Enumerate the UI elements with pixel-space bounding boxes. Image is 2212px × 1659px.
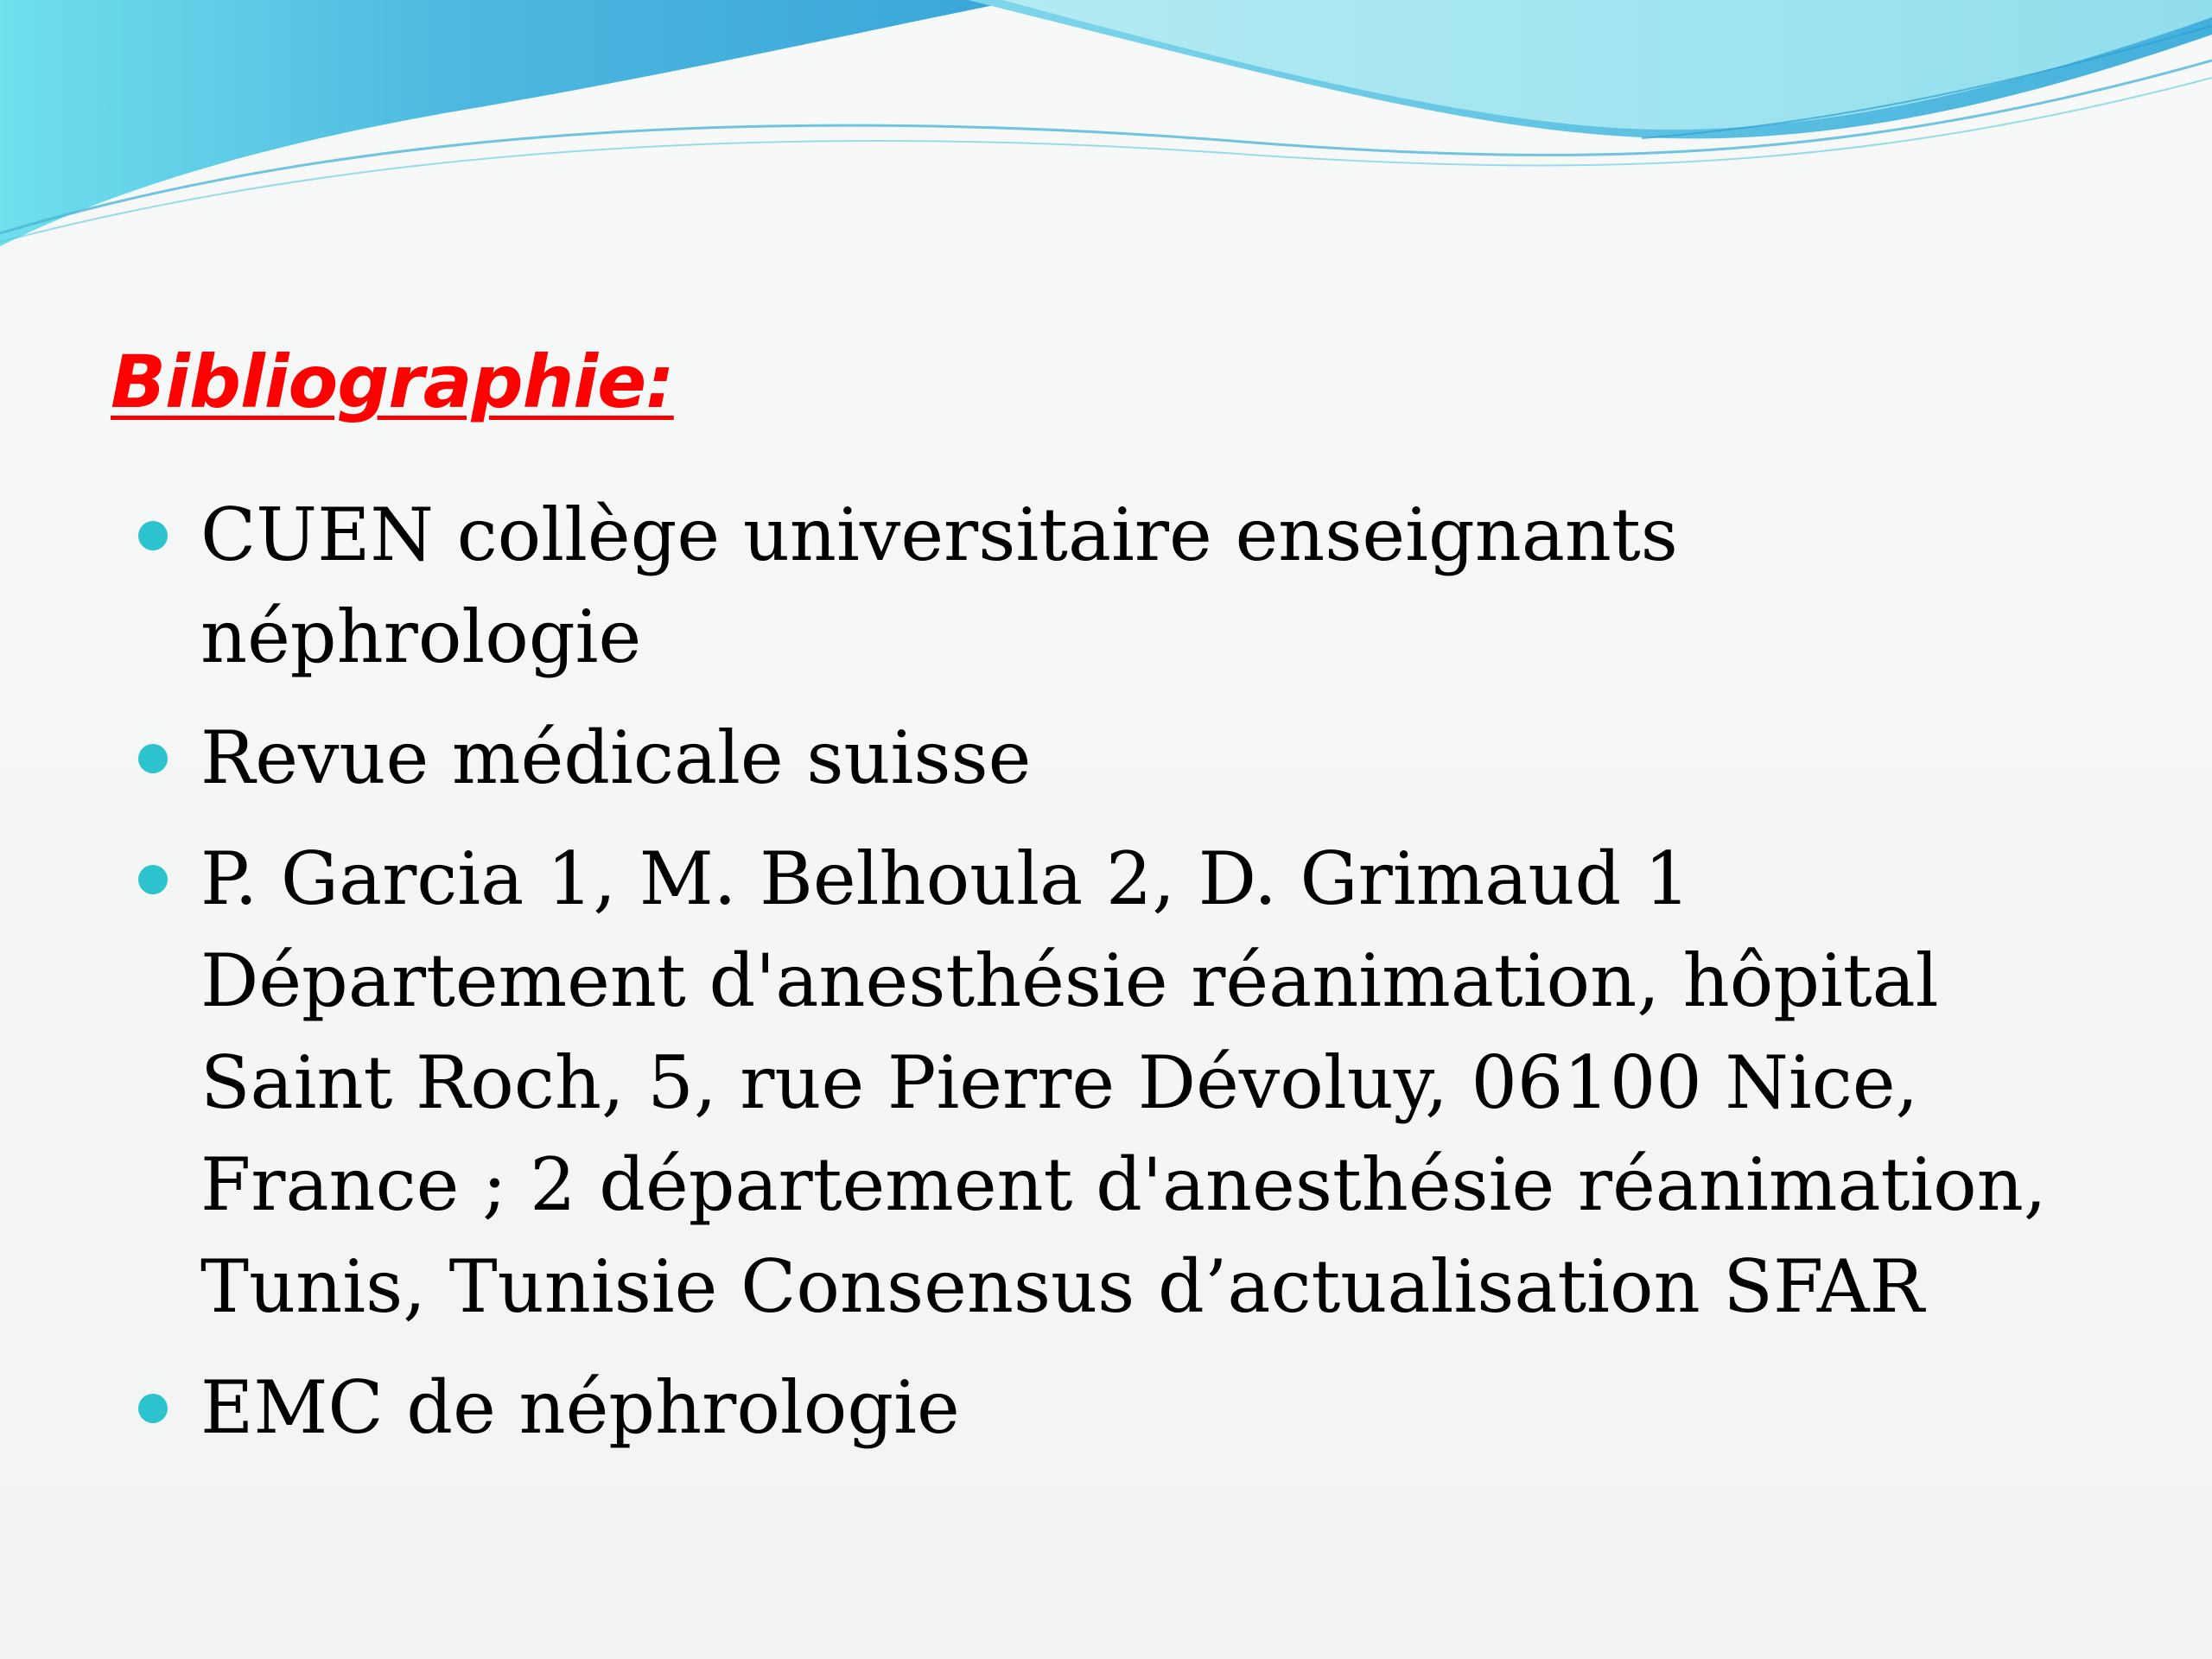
list-item	[200, 707, 2136, 809]
wave-header-decoration	[0, 0, 2212, 259]
bullet-icon	[138, 1394, 168, 1423]
reference-text: Revue médicale suisse	[200, 715, 1032, 800]
reference-text: EMC de néphrologie	[200, 1365, 960, 1450]
reference-list	[200, 484, 2136, 1478]
list-item	[200, 828, 2136, 1338]
page-title: Bibliographie:	[111, 340, 674, 424]
reference-text: CUEN collège universitaire enseignants néphrologie	[200, 493, 1678, 679]
bullet-icon	[138, 744, 168, 773]
list-item	[200, 1357, 2136, 1459]
bullet-icon	[138, 521, 168, 550]
reference-text: P. Garcia 1, M. Belhoula 2, D. Grimaud 1 Département d'anesthésie réanimation, hôpital Saint Roch, 5, rue Pierre Dévoluy, 06100 Nice, France ; 2 département d'anesthésie réanimation, Tunis, Tunisie Consensus d’actualisation SFAR	[200, 836, 2047, 1329]
bullet-icon	[138, 865, 168, 894]
list-item	[200, 484, 2136, 688]
